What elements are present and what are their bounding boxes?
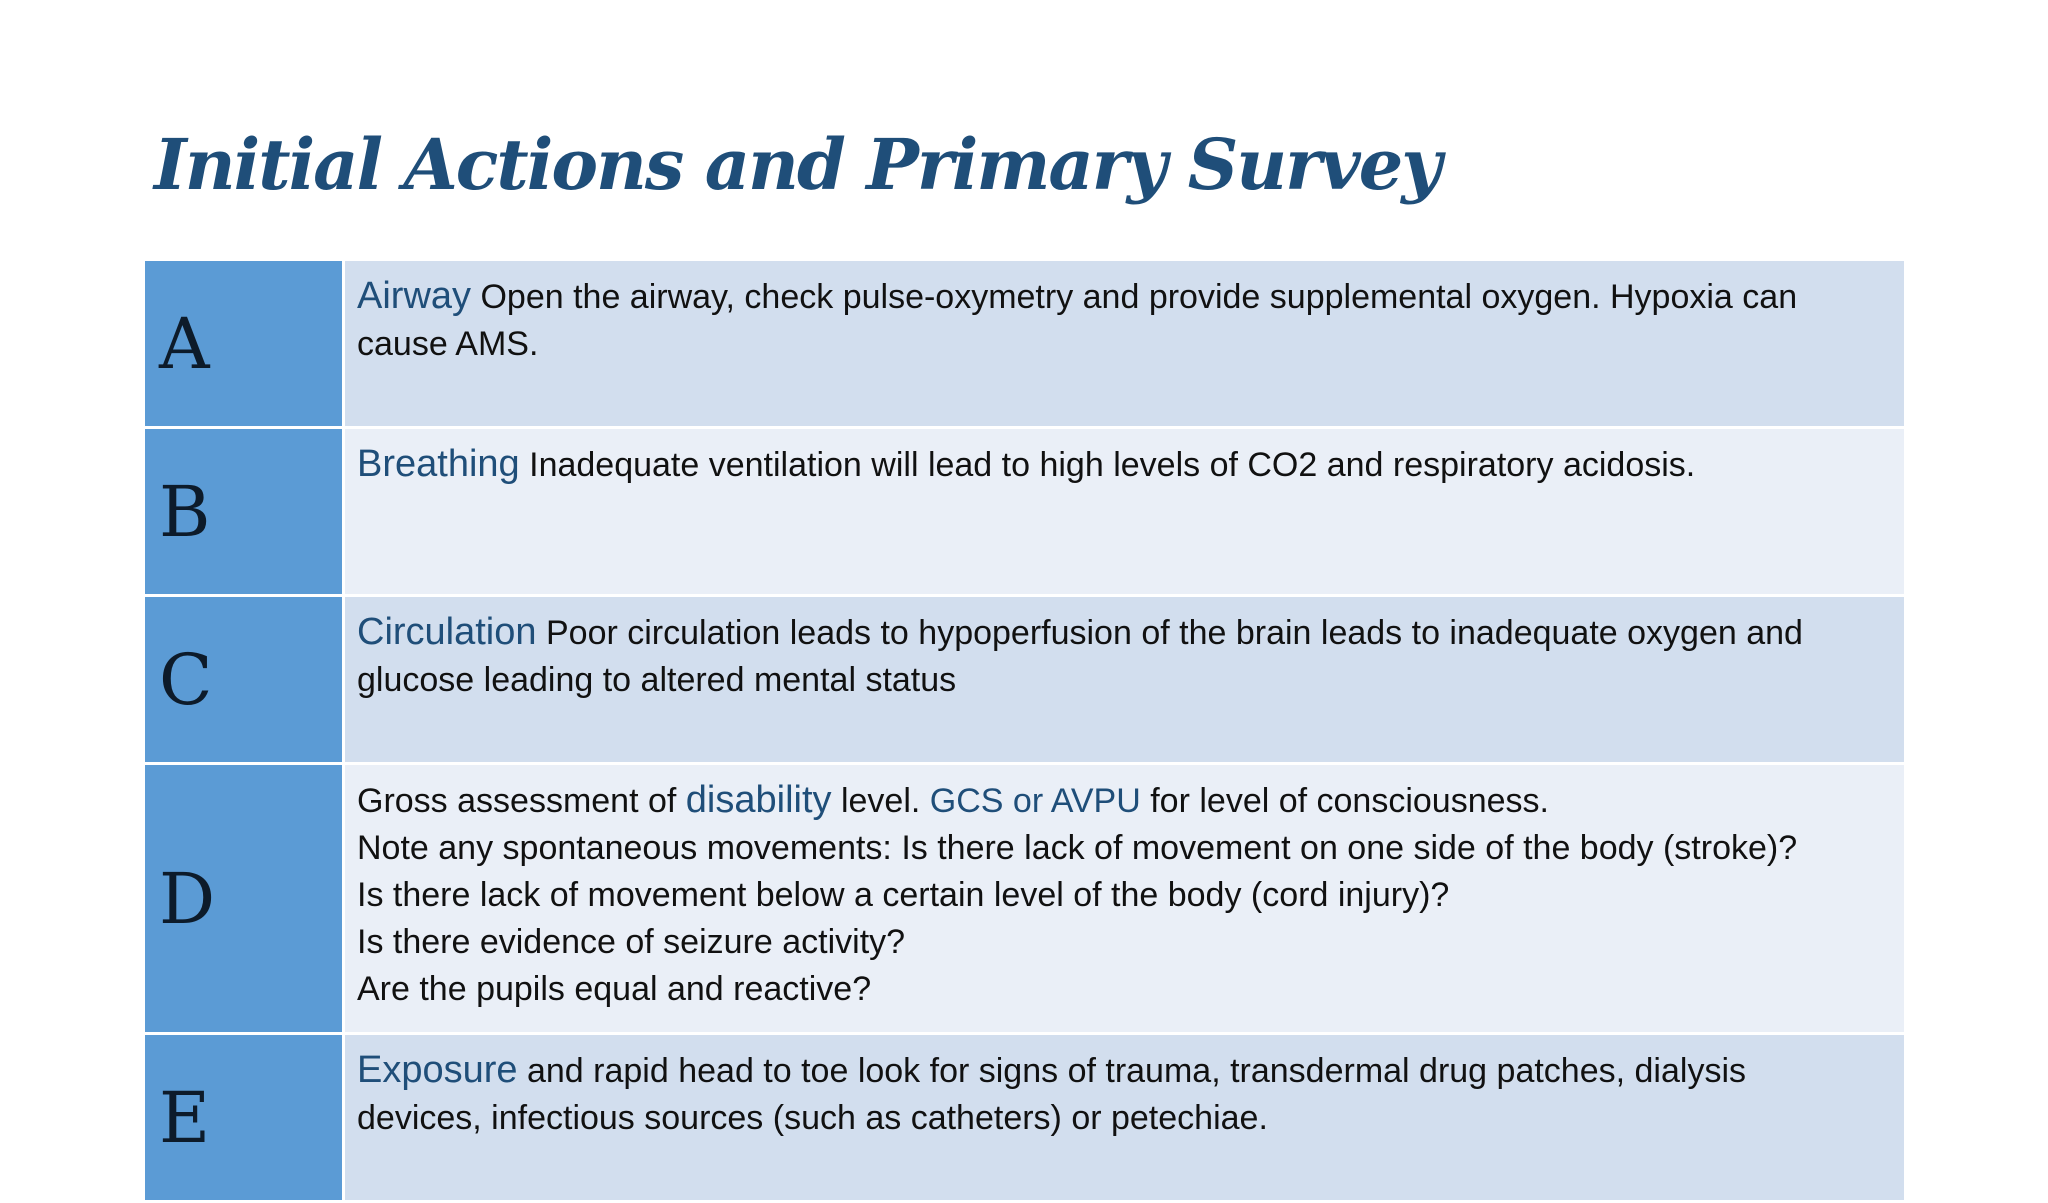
disability-mid: level. xyxy=(831,782,930,820)
circulation-text: Poor circulation leads to hypoperfusion of the brain leads to inadequate oxygen and glucose leading to altered mental status xyxy=(357,614,1803,699)
airway-description xyxy=(344,260,1906,428)
disability-line-5: Are the pupils equal and reactive? xyxy=(357,970,872,1008)
disability-line-3: Is there lack of movement below a certain level of the body (cord injury)? xyxy=(357,876,1450,914)
table-row-airway xyxy=(144,260,1906,428)
breathing-text: Inadequate ventilation will lead to high levels of CO2 and respiratory acidosis. xyxy=(519,446,1696,484)
disability-suffix: for level of consciousness. xyxy=(1140,782,1549,820)
gcs-avpu-term: GCS or AVPU xyxy=(929,782,1141,820)
table-row-disability xyxy=(144,764,1906,1034)
letter-c: C xyxy=(144,596,344,764)
primary-survey-table xyxy=(142,258,1907,1203)
circulation-term: Circulation xyxy=(357,611,537,653)
circulation-description xyxy=(344,596,1906,764)
exposure-text: and rapid head to toe look for signs of trauma, transdermal drug patches, dialysis devices, infectious sources (such as catheters) or petechiae. xyxy=(357,1052,1746,1137)
disability-prefix: Gross assessment of xyxy=(357,782,686,820)
disability-line-4: Is there evidence of seizure activity? xyxy=(357,923,906,961)
table-row-circulation xyxy=(144,596,1906,764)
letter-e: E xyxy=(144,1034,344,1202)
table-row-breathing xyxy=(144,428,1906,596)
airway-text: Open the airway, check pulse-oxymetry and provide supplemental oxygen. Hypoxia can cause AMS. xyxy=(357,278,1798,363)
letter-d: D xyxy=(144,764,344,1034)
exposure-term: Exposure xyxy=(357,1049,518,1091)
disability-line-1 xyxy=(357,777,1874,825)
breathing-term: Breathing xyxy=(357,443,520,485)
disability-description xyxy=(344,764,1906,1034)
airway-term: Airway xyxy=(357,275,472,317)
slide-title: Initial Actions and Primary Survey xyxy=(154,123,1440,206)
disability-term: disability xyxy=(685,779,832,821)
table-row-exposure xyxy=(144,1034,1906,1202)
breathing-description xyxy=(344,428,1906,596)
disability-line-2: Note any spontaneous movements: Is there lack of movement on one side of the body (stroke)? xyxy=(357,829,1798,867)
letter-b: B xyxy=(144,428,344,596)
exposure-description xyxy=(344,1034,1906,1202)
letter-a: A xyxy=(144,260,344,428)
